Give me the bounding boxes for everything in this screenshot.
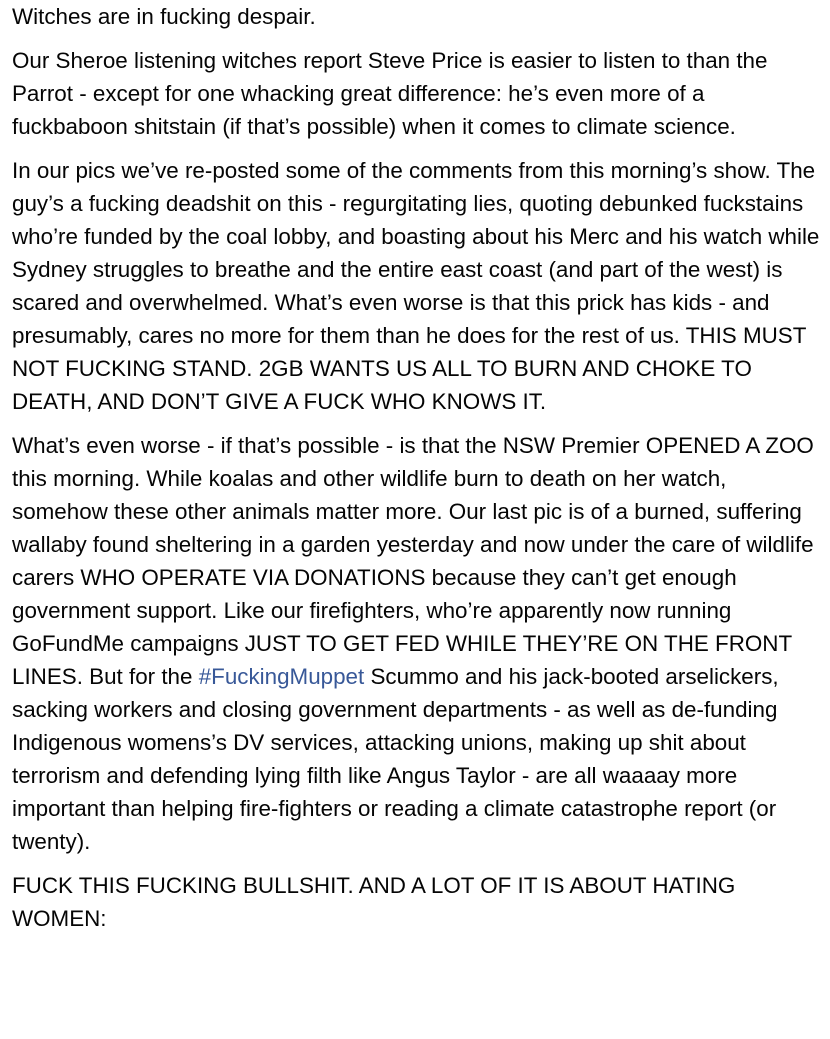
post-paragraph-5: FUCK THIS FUCKING BULLSHIT. AND A LOT OF IT IS ABOUT HATING WOMEN: bbox=[12, 873, 736, 931]
post-paragraph-2: Our Sheroe listening witches report Steve Price is easier to listen to than the Parrot - except for one whacking great difference: he’s even more of a fuckbaboon shitstain (if that’s possible) when it comes to climate science. bbox=[12, 48, 768, 139]
post-paragraph-3: In our pics we’ve re-posted some of the comments from this morning’s show. The guy’s a fucking deadshit on this - regurgitating lies, quoting debunked fuckstains who’re funded by the coal lobby, and boasting about his Merc and his watch while Sydney struggles to breathe and the entire east coast (and part of the west) is scared and overwhelmed. What’s even worse is that this prick has kids - and presumably, cares no more for them than he does for the rest of us. THIS MUST NOT FUCKING STAND. 2GB WANTS US ALL TO BURN AND CHOKE TO DEATH, AND DON’T GIVE A FUCK WHO KNOWS IT. bbox=[12, 158, 820, 414]
post-paragraph-4-text-start: What’s even worse - if that’s possible - is that the NSW Premier OPENED A ZOO this morning. While koalas and other wildlife burn to death on her watch, somehow these other animals matter more. Our last pic is of a burned, suffering wallaby found sheltering in a garden yesterday and now under the care of wildlife carers WHO OPERATE VIA DONATIONS because they can’t get enough government support. Like our firefighters, who’re apparently now running GoFundMe campaigns JUST TO GET FED WHILE THEY’RE ON THE FRONT LINES. But for the bbox=[12, 433, 814, 689]
hashtag-link-fuckingmuppet[interactable]: #FuckingMuppet bbox=[198, 664, 365, 689]
post-paragraph-4 bbox=[12, 429, 824, 858]
post-paragraph-4-text-end: Scummo and his jack-booted arselickers, sacking workers and closing government departments - as well as de-funding Indigenous womens’s DV services, attacking unions, making up shit about terrorism and defending lying filth like Angus Taylor - are all waaaay more important than helping fire-fighters or reading a climate catastrophe report (or twenty). bbox=[12, 664, 779, 854]
post-paragraph-1: Witches are in fucking despair. bbox=[12, 4, 316, 29]
